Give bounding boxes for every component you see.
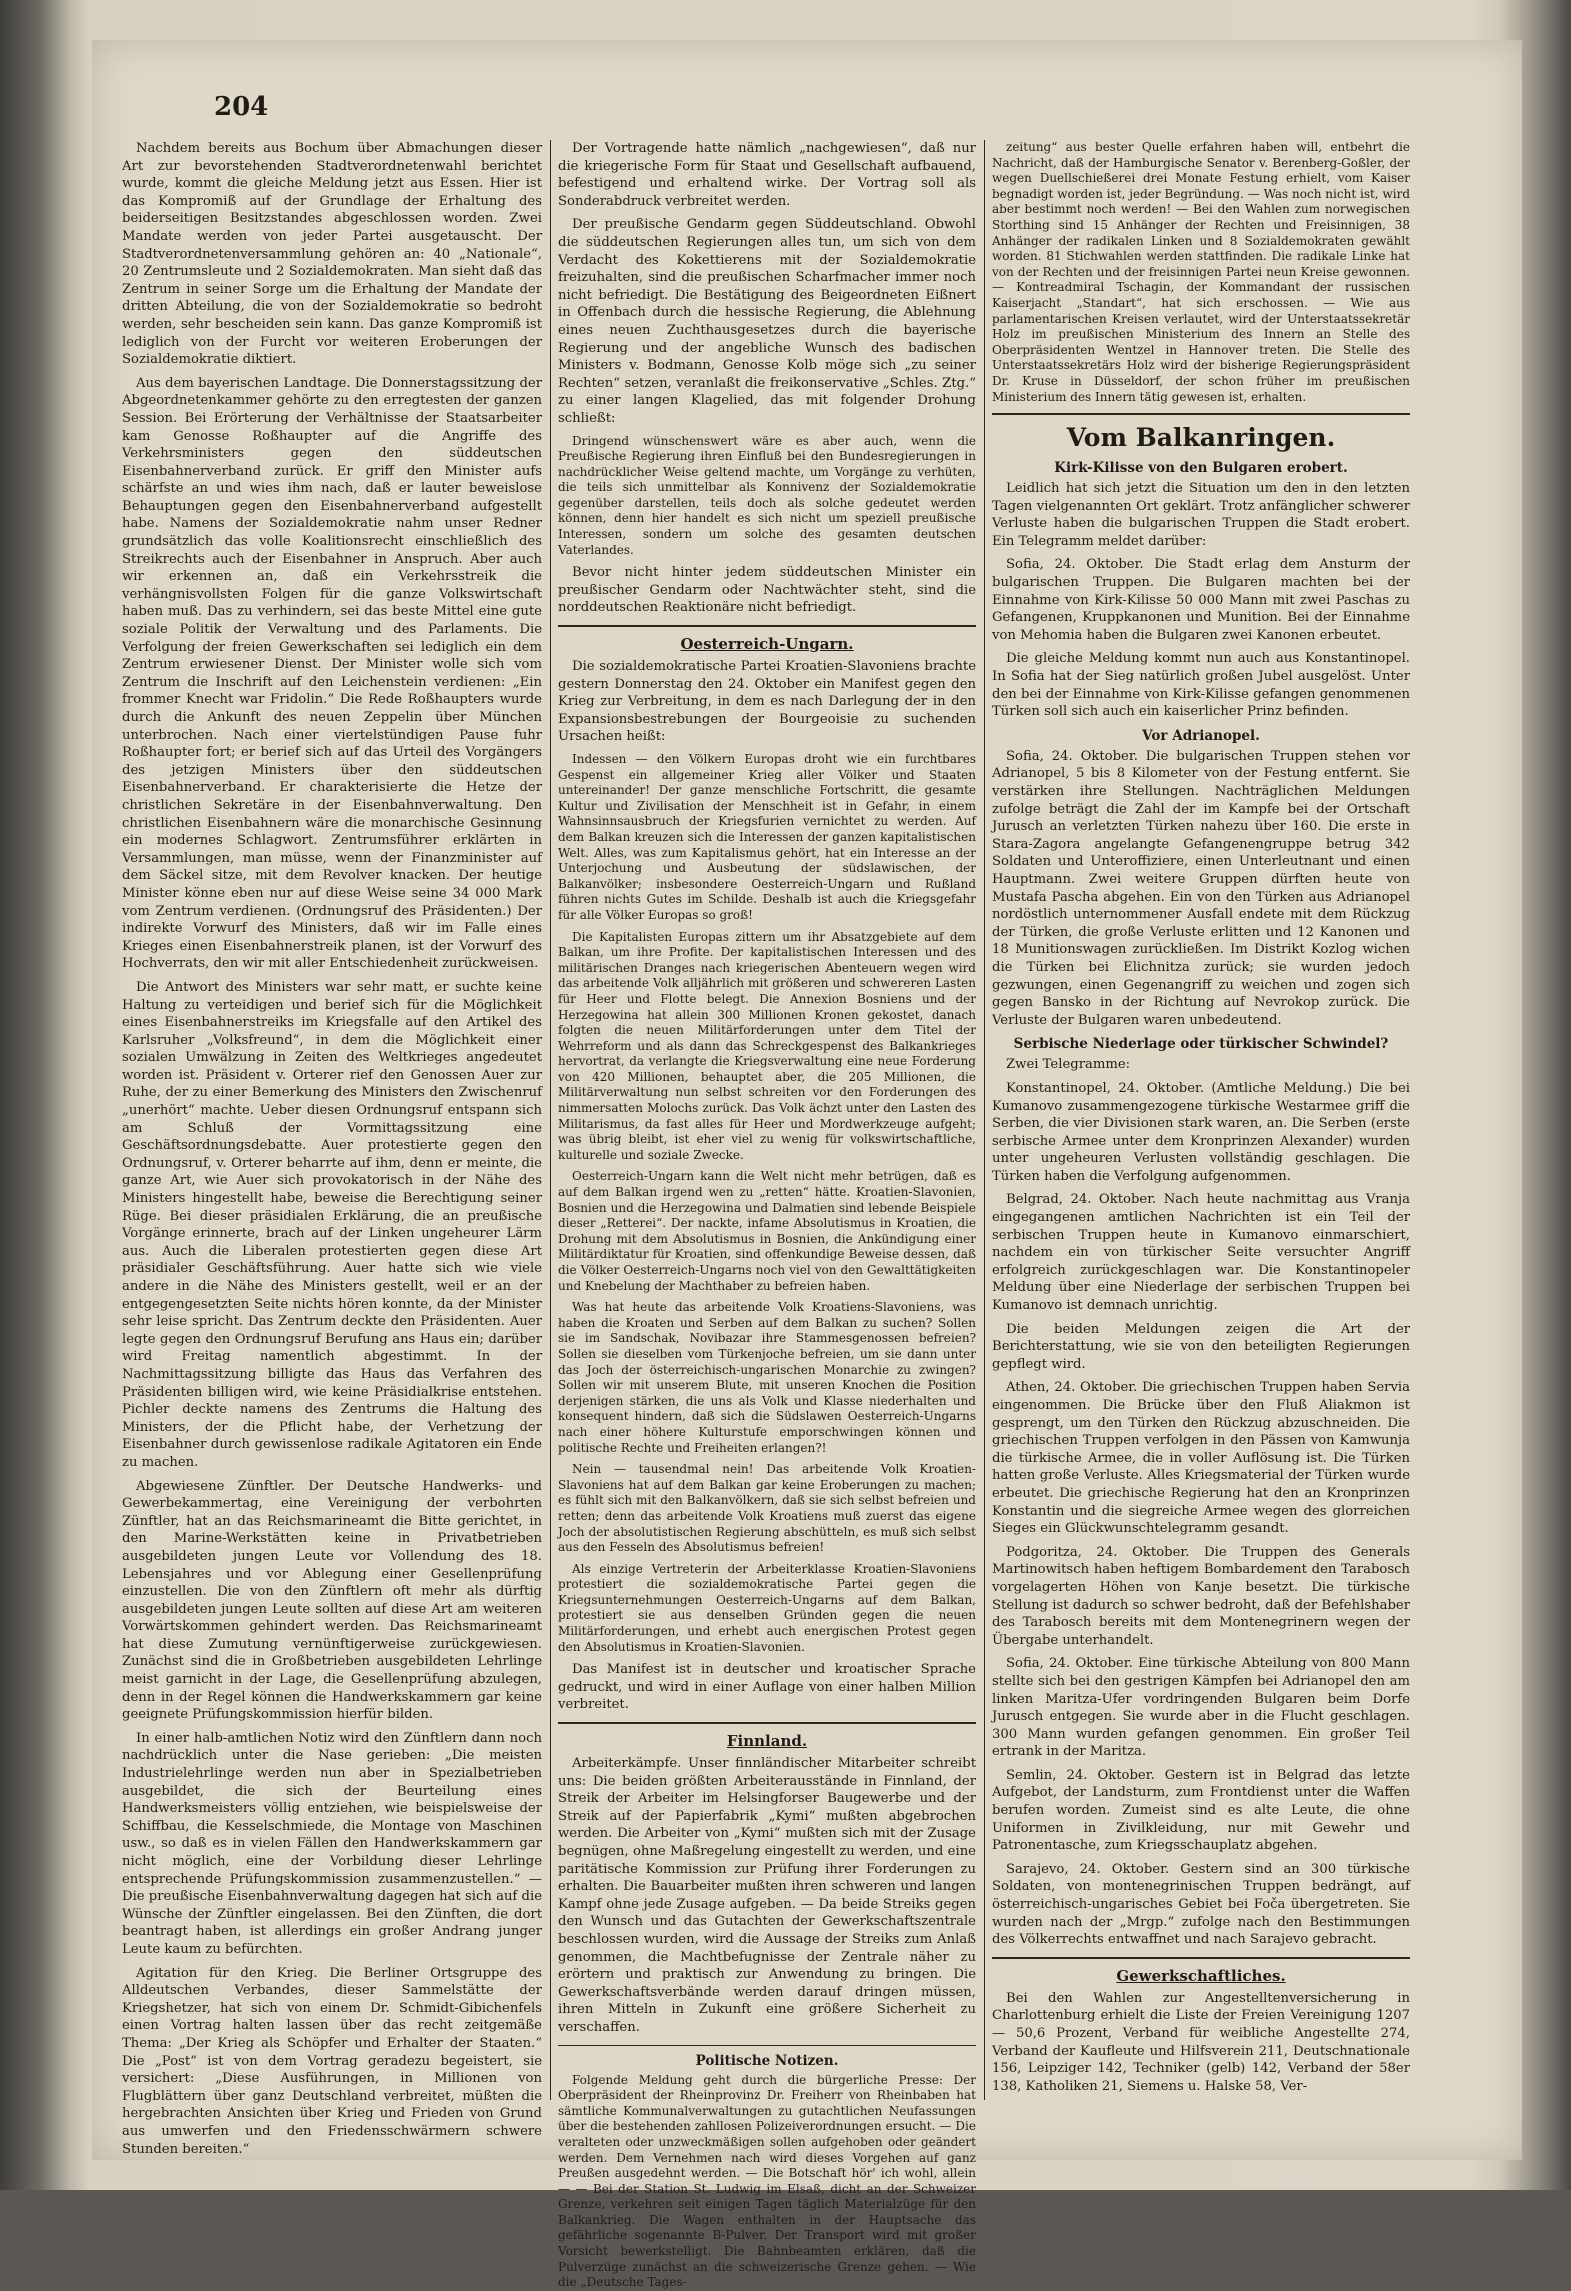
section-heading-gewerkschaftliches: Gewerkschaftliches. — [1116, 1966, 1286, 1985]
paragraph: Konstantinopel, 24. Oktober. (Amtliche Meldung.) Die bei Kumanovo zusammengezogene türkische Westarmee griff die Serben, die vier Divisionen stark waren, an. Die Serben (erste serbische Armee unter dem Kronprinzen Alexander) wurden unter ungeheuren Verlusten vollständig geschlagen. Die Türken haben die Verfolgung aufgenommen. — [992, 1080, 1410, 1184]
section-rule — [558, 625, 976, 627]
paragraph: Agitation für den Krieg. Die Berliner Ortsgruppe des Alldeutschen Verbandes, dieser Sammelstätte der Kriegshetzer, hat sich von einem Dr. Schmidt-Gibichenfels einen Vortrag halten lassen über das recht zeitgemäße Thema: „Der Krieg als Schöpfer und Erhalter der Staaten.“ Die „Post“ ist von dem Vortrag geradezu begeistert, sie versichert: „Diese Ausführungen, in Millionen von Flugblättern über ganz Deutschland verbreitet, müßten die hergebrachten Ansichten über Krieg und Frieden von Grund aus umwerfen und den Friedensschwärmern schwere Stunden bereiten.“ — [122, 1965, 542, 2157]
paragraph: Sarajevo, 24. Oktober. Gestern sind an 300 türkische Soldaten, von montenegrinischen Truppen bedrängt, auf österreichisch-ungarisches Gebiet bei Foča übergetreten. Sie wurden nach der „Mrgp.“ zufolge nach den Bestimmungen des Völkerrechts entwaffnet und nach Sarajevo gebracht. — [992, 1861, 1410, 1948]
paragraph: Arbeiterkämpfe. Unser finnländischer Mitarbeiter schreibt uns: Die beiden größten Arbeiterausstände in Finnland, der Streik der Arbeiter im Helsingforser Baugewerbe und der Streik auf der Papierfabrik „Kymi“ mußten abgebrochen werden. Die Arbeiter von „Kymi“ mußten sich mit der Zusage begnügen, ohne Maßregelung eingestellt zu werden, und eine paritätische Kommission zur Prüfung ihrer Forderungen zu erhalten. Die Bauarbeiter mußten ihren schweren und langen Kampf ohne jede Zusage aufgeben. — Da beide Streiks gegen den Wunsch und das Gutachten der Gewerkschaftszentrale beschlossen wurden, wird die Aussage der Streiks zum Anlaß genommen, die Machtbefugnisse der Zentrale näher zu erörtern und praktisch zur Anwendung zu bringen. Die Gewerkschaftsverbände werden darauf dringen müssen, ihren Mitteln in Zukunft eine größere Sicherheit zu verschaffen. — [558, 1756, 976, 2035]
page-number: 204 — [214, 92, 269, 122]
section-rule — [992, 413, 1410, 415]
manifesto-paragraph: Indessen — den Völkern Europas droht wie ein furchtbares Gespenst ein allgemeiner Krieg aller Völker und Staaten untereinander! Der ganze menschliche Fortschritt, die gesamte Kultur und Zivilisation der Menschheit ist in Gefahr, in einem Wahnsinnsausbruch der Kriegsfurien vernichtet zu werden. Auf dem Balkan kreuzen sich die Interessen der ganzen kapitalistischen Welt. Alles, was zum Kapitalismus gehört, hat ein Interesse an der Unterjochung und Ausbeutung der südslawischen, der Balkanvölker; insbesondere Oesterreich-Ungarn und Rußland führen nichts Gutes im Schilde. Deshalb ist auch die Kriegsgefahr für alle Völker Europas so groß! — [558, 752, 976, 922]
column-2 — [558, 140, 976, 2290]
paragraph: zeitung“ aus bester Quelle erfahren haben will, entbehrt die Nachricht, daß der Hamburgische Senator v. Berenberg-Goßler, der wegen Duellschießerei drei Monate Festung erhielt, vom Kaiser begnadigt worden ist, jeder Begründung. — Was noch nicht ist, wird aber bestimmt noch werden! — Bei den Wahlen zum norwegischen Storthing sind 15 Anhänger der Rechten und Freisinnigen, 38 Anhänger der radikalen Linken und 8 Sozialdemokraten gewählt worden. 81 Stichwahlen werden stattfinden. Die radikale Linke hat von der Rechten und der freisinnigen Partei neun Kreise gewonnen. — Kontreadmiral Tschagin, der Kommandant der russischen Kaiserjacht „Standart“, hat sich erschossen. — Wie aus parlamentarischen Kreisen verlautet, wird der Unterstaatssekretär Holz im preußischen Ministerium des Innern an Stelle des Oberpräsidenten Wentzel in Hannover treten. Die Stelle des Unterstaatssekretärs Holz wird der bisherige Regierungspräsident Dr. Kruse in Düsseldorf, der schon früher im preußischen Ministerium des Innern tätig gewesen ist, erhalten. — [992, 140, 1410, 404]
newspaper-sheet — [92, 40, 1522, 2290]
paragraph: Bevor nicht hinter jedem süddeutschen Minister ein preußischer Gendarm oder Nachtwächter steht, sind die norddeutschen Reaktionäre nicht befriedigt. — [558, 565, 976, 616]
section-heading-finland: Finnland. — [726, 1732, 808, 1751]
paragraph: Belgrad, 24. Oktober. Nach heute nachmittag aus Vranja eingegangenen amtlichen Nachrichten ist ein Teil der serbischen Truppen heute in Kumanovo einmarschiert, nachdem ein von türkischer Seite versuchter Angriff erfolgreich zurückgeschlagen war. Die Konstantinopeler Meldung über eine Niederlage der serbischen Truppen bei Kumanovo ist demnach unrichtig. — [992, 1192, 1410, 1314]
paragraph: Sofia, 24. Oktober. Eine türkische Abteilung von 800 Mann stellte sich bei den gestrigen Kämpfen bei Adrianopel den am linken Maritza-Ufer vordringenden Bulgaren beim Dorfe Jurusch entgegen. Sie wurde aber in die Flucht geschlagen. 300 Mann wurden gefangen genommen. Ein großer Teil ertrank in der Maritza. — [992, 1656, 1410, 1760]
paragraph: Leidlich hat sich jetzt die Situation um den in den letzten Tagen vielgenannten Ort geklärt. Trotz anfänglicher schwerer Verluste haben die bulgarischen Truppen die Stadt erobert. Ein Telegramm meldet darüber: — [992, 481, 1410, 549]
quote: Dringend wünschenswert wäre es aber auch, wenn die Preußische Regierung ihren Einfluß bei den Bundesregierungen in nachdrücklicher Weise geltend machte, um Vorgänge zu verhüten, die teils sich unmittelbar als Konnivenz der Sozialdemokratie gegenüber darstellen, teils doch als solche gedeutet werden können, denn hier handelt es sich nicht um speziell preußische Interessen, sondern um solche des gesamten deutschen Vaterlandes. — [558, 433, 976, 557]
paragraph: Abgewiesene Zünftler. Der Deutsche Handwerks- und Gewerbekammertag, eine Vereinigung der verbohrten Zünftler, hat an das Reichsmarineamt die Bitte gerichtet, in den Marine-Werkstätten keine in Privatbetrieben ausgebildeten jungen Leute vor Vollendung des 18. Lebensjahres und vor Ablegung einer Gesellenprüfung einzustellen. Die von den Zünftlern oft mehr als dürftig ausgebildeten jungen Leute sollten auf diese Art am weiteren Vorwärtskommen gehindert werden. Das Reichsmarineamt hat diese Zumutung vernünftigerweise zurückgewiesen. Zunächst sind die in Großbetrieben ausgebildeten Lehrlinge meist garnicht in der Lage, die Gesellenprüfung abzulegen, denn in der Regel können die Handwerkskammern gar keine geeignete Prüfungskommission hierfür bilden. — [122, 1478, 542, 1723]
manifesto-paragraph: Als einzige Vertreterin der Arbeiterklasse Kroatien-Slavoniens protestiert die sozialdemokratische Partei gegen die Kriegsunternehmungen Oesterreich-Ungarns auf dem Balkan, protestiert sie aus denselben Gründen gegen die neuen Militärforderungen, und erhebt auch energischen Protest gegen den Absolutismus in Kroatien-Slavonien. — [558, 1561, 976, 1654]
paragraph: Die Antwort des Ministers war sehr matt, er suchte keine Haltung zu verteidigen und berief sich für die Möglichkeit eines Eisenbahnerstreiks im Kriegsfalle auf den Artikel des Karlsruher „Volksfreund“, in dem die Möglichkeit einer sozialen Umwälzung in Zeiten des Weltkrieges angedeutet worden ist. Präsident v. Orterer rief den Genossen Auer zur Ruhe, der zu einer Bemerkung des Ministers den Zwischenruf „unerhört“ machte. Ueber diesen Ordnungsruf entspann sich am Schluß der Vormittagssitzung eine Geschäftsordnungsdebatte. Auer protestierte gegen den Ordnungsruf, v. Orterer beharrte auf ihm, denn er meinte, die ganze Art, wie Auer sich provokatorisch in der Nähe des Ministers hingestellt habe, beweise die Berechtigung seiner Rüge. Bei dieser präsidialen Erklärung, die an preußische Vorgänge erinnerte, brach auf der Linken ungeheurer Lärm aus. Auch die Liberalen protestierten gegen diese Art präsidialer Geschäftsführung. Auer hatte sich wie viele andere in die Nähe des Ministers gestellt, weil er an der entgegengesetzten Seite nichts hören konnte, da der Minister sehr leise spricht. Das Zentrum deckte den Präsidenten. Auer legte gegen den Ordnungsruf Berufung ans Haus ein; darüber wird Freitag namentlich abgestimmt. In der Nachmittagssitzung billigte das Haus das Verfahren des Präsidenten billigen wird, wie keine Präsidialkrise entstehen. Pichler deckte namens des Zentrums die Haltung des Ministers, der die Pflicht habe, der Verhetzung der Eisenbahner durch gewissenlose radikale Agitatoren ein Ende zu machen. — [122, 979, 542, 1470]
paragraph: Die gleiche Meldung kommt nun auch aus Konstantinopel. In Sofia hat der Sieg natürlich großen Jubel ausgelöst. Unter den bei der Einnahme von Kirk-Kilisse gefangen genommenen Türken soll sich auch ein kaiserlicher Prinz befinden. — [992, 651, 1410, 720]
manifesto-paragraph: Nein — tausendmal nein! Das arbeitende Volk Kroatien-Slavoniens hat auf dem Balkan gar keine Eroberungen zu machen; es fühlt sich mit den Balkanvölkern, daß sie sich selbst befreien und retten; denn das arbeitende Volk Kroatiens muß zuerst das eigene Joch der absolutistischen Regierung abschütteln, es muß sich selbst aus den Fesseln des Absolutismus befreien! — [558, 1462, 976, 1555]
paragraph: Bei den Wahlen zur Angestelltenversicherung in Charlottenburg erhielt die Liste der Freien Vereinigung 1207 — 50,6 Prozent, Verband für weibliche Angestellte 274, Verband der Kaufleute und Hilfsverein 211, Deutschnationale 156, Leipziger 142, Techniker (gelb) 142, Verband der 58er 138, Katholiken 21, Siemens u. Halske 58, Ver- — [992, 1990, 1410, 2094]
manifesto-paragraph: Oesterreich-Ungarn kann die Welt nicht mehr betrügen, daß es auf dem Balkan irgend wen zu „retten“ hätte. Kroatien-Slavonien, Bosnien und die Herzegowina und Dalmatien sind lebende Beispiele dieser „Retterei“. Der nackte, infame Absolutismus in Kroatien, die Drohung mit dem Absolutismus in Bosnien, die Ankündigung einer Militärdiktatur für Kroatien, sind offenkundige Beweise dessen, daß die Völker Oesterreich-Ungarns noch viel von den Gewalttätigkeiten und Knebelung der Machthaber zu befreien haben. — [558, 1169, 976, 1293]
paragraph: Semlin, 24. Oktober. Gestern ist in Belgrad das letzte Aufgebot, der Landsturm, zum Frontdienst unter die Waffen berufen worden. Zumeist sind es alte Leute, die ohne Uniformen in Zivilkleidung, nur mit Gewehr und Patronentasche, zum Kriegsschauplatz abgehen. — [992, 1767, 1410, 1854]
paragraph: In einer halb-amtlichen Notiz wird den Zünftlern dann noch nachdrücklich unter die Nase gerieben: „Die meisten Industrielehrlinge werden nun aber in Spezialbetrieben ausgebildet, die sich der Beurteilung eines Handwerksmeisters völlig entziehen, wie beispielsweise der Schiffbau, die Kesselschmiede, die Montage von Maschinen usw., so daß es in vielen Fällen den Handwerkskammern gar nicht möglich, eine der Vorbildung dieser Lehrlinge entsprechende Prüfungskommission zusammenzustellen.“ — Die preußische Eisenbahnverwaltung dagegen hat sich auf die Wünsche der Zünftler eingelassen. Bei den Zünften, die dort beantragt haben, ist allerdings ein großer Andrang junger Leute kaum zu befürchten. — [122, 1730, 542, 1957]
paragraph: Der preußische Gendarm gegen Süddeutschland. Obwohl die süddeutschen Regierungen alles tun, um sich von dem Verdacht des Kokettierens mit der Sozialdemokratie freizuhalten, sind die preußischen Scharfmacher immer noch nicht befriedigt. Die Bestätigung des Beigeordneten Eißnert in Offenbach durch die hessische Regierung, die Ablehnung eines neuen Zuchthausgesetzes durch die bayerische Regierung und der angebliche Wunsch des badischen Ministers v. Bodmann, Genosse Kolb möge sich „zu seiner Rechten“ setzen, veranlaßt die freikonservative „Schles. Ztg.“ zu einer langen Klagelied, das mit folgender Drohung schließt: — [558, 217, 976, 426]
subheading-kirk-kilisse: Kirk-Kilisse von den Bulgaren erobert. — [1054, 460, 1348, 477]
paragraph: Athen, 24. Oktober. Die griechischen Truppen haben Servia eingenommen. Die Brücke über den Fluß Aliakmon ist gesprengt, um den Türken den Rückzug abzuschneiden. Die griechischen Truppen verfolgen in den Pässen von Kamwunja die türkische Armee, die in voller Auflösung ist. Die Türken hatten große Verluste. Alles Kriegsmaterial der Türken wurde erbeutet. Die griechische Regierung hat den an Kronprinzen Konstantin und die siegreiche Armee wegen des glorreichen Sieges ein Glückwunschtelegramm gesandt. — [992, 1380, 1410, 1537]
section-rule — [992, 1957, 1410, 1959]
notes-paragraph: Folgende Meldung geht durch die bürgerliche Presse: Der Oberpräsident der Rheinprovinz Dr. Freiherr von Rheinbaben hat sämtliche Kommunalverwaltungen zu gutachtlichen Neufassungen über die bestehenden zahllosen Polizeiverordnungen ersucht. — Die veralteten oder unzweckmäßigen sollen aufgehoben oder geändert werden. Dem Vernehmen nach wird dieses Vorgehen auf ganz Preußen ausgedehnt werden. — Die Botschaft hör' ich wohl, allein — — Bei der Station St. Ludwig im Elsaß, dicht an der Schweizer Grenze, verkehren seit einigen Tagen täglich Materialzüge für den Balkankrieg. Die Wagen enthalten in der Hauptsache das gefährliche sogenannte B-Pulver. Der Transport wird mit großer Vorsicht bewerkstelligt. Die Bahnbeamten erklären, daß die Pulverzüge zunächst an die schweizerische Grenze gehen. — Wie die „Deutsche Tages- — [558, 2072, 976, 2290]
manifesto-paragraph: Was hat heute das arbeitende Volk Kroatiens-Slavoniens, was haben die Kroaten und Serben auf dem Balkan zu suchen? Sollen sie im Sandschak, Novibazar ihre Stammesgenossen befreien? Sollen sie dieselben vom Türkenjoche befreien, um sie dann unter das Joch der österreichisch-ungarischen Monarchie zu zwingen? Sollen wir mit unserem Blute, mit unseren Knochen die Position derjenigen stärken, die uns als Volk und Klasse niederhalten und konsequent hindern, daß sich die Südslawen Oesterreich-Ungarns nach einer höhere Kulturstufe emporschwingen können und politische Rechte und Freiheiten erlangen?! — [558, 1300, 976, 1455]
column-divider — [550, 140, 551, 2100]
paragraph: Podgoritza, 24. Oktober. Die Truppen des Generals Martinowitsch haben heftigem Bombardement den Tarabosch vorgelagerten Höhen von Kanje besetzt. Die türkische Stellung ist dadurch so schwer bedroht, daß der Befehlshaber des Tarabosch bereits mit dem Montenegrinern wegen der Übergabe unterhandelt. — [992, 1544, 1410, 1648]
column-divider — [984, 140, 985, 2100]
manifesto-paragraph: Die Kapitalisten Europas zittern um ihr Absatzgebiete auf dem Balkan, um ihre Profite. Der kapitalistischen Interessen und des militärischen Dranges nach kriegerischen Abenteuern wegen wird das arbeitende Volk alljährlich mit größeren und schwereren Lasten für Heer und Flotte belegt. Die Annexion Bosniens und der Herzegowina hat allein 300 Millionen Kronen gekostet, danach folgten die neuen Militärforderungen unter dem Titel der Wehrreform und als dann das Schreckgespenst des Balkankrieges hervortrat, da verlangte die Kriegsverwaltung eine neue Forderung von 420 Millionen, behauptet aber, die 205 Millionen, die Militärverwaltung nun selbst schreiten vor den Forderungen des nimmersatten Molochs zurück. Das Volk ächzt unter den Lasten des Militarismus, da fast alles für Heer und Mordwerkzeuge aufgeht; was übrig bleibt, ist eher viel zu wenig für volkswirtschaftliche, kulturelle und soziale Zwecke. — [558, 929, 976, 1162]
subheading-adrianopel: Vor Adrianopel. — [1142, 727, 1260, 744]
section-rule — [558, 2045, 976, 2046]
section-rule — [558, 1722, 976, 1724]
column-1 — [122, 140, 542, 2157]
paragraph: Sofia, 24. Oktober. Die Stadt erlag dem Ansturm der bulgarischen Truppen. Die Bulgaren machten bei der Einnahme von Kirk-Kilisse 50 000 Mann mit zwei Paschas zu Gefangenen, Kruppkanonen und Munition. Bei der Einnahme von Mehomia haben die Bulgaren zwei Kanonen erbeutet. — [992, 557, 1410, 643]
subheading-serb: Serbische Niederlage oder türkischer Schwindel? — [1013, 1036, 1389, 1053]
paragraph: Nachdem bereits aus Bochum über Abmachungen dieser Art zur bevorstehenden Stadtverordnetenwahl berichtet wurde, kommt die gleiche Meldung jetzt aus Essen. Hier ist das Kompromiß auf der Grundlage der Erhaltung des beiderseitigen Besitzstandes abgeschlossen worden. Zwei Mandate werden von jeder Partei ausgetauscht. Der Stadtverordnetenversammlung gehören an: 40 „Nationale“, 20 Zentrumsleute und 2 Sozialdemokraten. Man sieht daß das Zentrum in seiner Sorge um die Erhaltung der Mandate der dritten Abteilung, die von der Sozialdemokratie so bedroht werden, sehr bescheiden sein kann. Das ganze Kompromiß ist lediglich von der Furcht vor weiteren Eroberungen der Sozialdemokratie diktiert. — [122, 141, 542, 368]
section-heading-austria: Oesterreich-Ungarn. — [680, 635, 854, 654]
paragraph: Die beiden Meldungen zeigen die Art der Berichterstattung, wie sie von den beteiligten Regierungen gepflegt wird. — [992, 1321, 1410, 1372]
notes-heading: Politische Notizen. — [695, 2052, 839, 2069]
paragraph: Zwei Telegramme: — [1006, 1057, 1131, 1073]
section-heading-balkan: Vom Balkanringen. — [1066, 423, 1336, 453]
paragraph: Das Manifest ist in deutscher und kroatischer Sprache gedruckt, und wird in einer Auflage von einer halben Million verbreitet. — [558, 1662, 976, 1713]
paragraph: Die sozialdemokratische Partei Kroatien-Slavoniens brachte gestern Donnerstag den 24. Oktober ein Manifest gegen den Krieg zur Verbreitung, in dem es nach Darlegung der in den Expansionsbestrebungen der Bourgeoisie zu suchenden Ursachen heißt: — [558, 659, 976, 745]
paragraph: Aus dem bayerischen Landtage. Die Donnerstagssitzung der Abgeordnetenkammer gehörte zu den erregtesten der ganzen Session. Bei Erörterung der Verhältnisse der Staatsarbeiter kam Genosse Roßhaupter auf die Angriffe des Verkehrsministers gegen den süddeutschen Eisenbahnerverband zurück. Er griff den Minister aufs schärfste an und wies ihm nach, daß er lauter beweislose Behauptungen gegen den Eisenbahnerverband aufgestellt habe. Namens der Sozialdemokratie nahm unser Redner grundsätzlich das volle Koalitionsrecht einschließlich des Streikrechts auch der Eisenbahner in Anspruch. Aber auch wir erkennen an, daß ein Verkehrsstreik die verhängnisvollsten Folgen für die ganze Volkswirtschaft haben muß. Das zu verhindern, sei das beste Mittel eine gute soziale Politik der Verwaltung und des Parlaments. Die Verfolgung der freien Gewerkschaften sei lediglich ein dem Zentrum erwiesener Dienst. Der Minister wolle sich vom Zentrum die Inschrift auf den Leichenstein verdienen: „Ein frommer Knecht war Fridolin.“ Die Rede Roßhaupters wurde durch die Ankunft des neuen Zeppelin über München unterbrochen. Nach einer viertelstündigen Pause fuhr Roßhaupter fort; er berief sich auf das Urteil des Vorgängers des jetzigen Ministers über den süddeutschen Eisenbahnerverband. Er charakterisierte die Hetze der christlichen Sekretäre in der Eisenbahnverwaltung. Den christlichen Eisenbahnern wäre die monarchische Gesinnung ein modernes Schlagwort. Zentrumsführer erklärten in Versammlungen, man müsse, wenn der Finanzminister auf dem Säckel sitze, mit dem Revolver knacken. Der heutige Minister könne eben nur auf diese Weise seine 34 000 Mark vom Zentrum verdienen. (Ordnungsruf des Präsidenten.) Der indirekte Vorwurf des Ministers, daß wir im Falle eines Krieges einen Eisenbahnerstreik planen, ist der Vorwurf des Hochverrats, den wir mit aller Entschiedenheit zurückweisen. — [122, 375, 542, 972]
paragraph: Der Vortragende hatte nämlich „nachgewiesen“, daß nur die kriegerische Form für Staat und Gesellschaft aufbauend, befestigend und erhaltend wirke. Der Vortrag soll als Sonderabdruck verbreitet werden. — [558, 141, 976, 209]
paragraph: Sofia, 24. Oktober. Die bulgarischen Truppen stehen vor Adrianopel, 5 bis 8 Kilometer von der Festung entfernt. Sie verstärken ihre Stellungen. Nachträglichen Meldungen zufolge beträgt die Zahl der im Kampfe bei der Ortschaft Jurusch an verletzten Türken nahezu über 160. Die erste in Stara-Zagora angelangte Gefangenengruppe betrug 342 Soldaten und Unteroffiziere, einen Unterleutnant und einen Hauptmann. Zwei weitere Gruppen dürften heute von Mustafa Pascha abgehen. Ein von den Türken aus Adrianopel nordöstlich unternommener Ausfall endete mit dem Rückzug der Türken, die große Verluste erlitten und 12 Kanonen und 18 Munitionswagen zurückließen. Im Distrikt Kozlog wichen die Türken bei Elichnitza zurück; sie wurden jedoch gezwungen, einen Gegenangriff zu weichen und zogen sich gegen Bansko in der Richtung auf Nevrokop zurück. Die Verluste der Bulgaren waren unbedeutend. — [992, 748, 1410, 1028]
column-3 — [992, 140, 1410, 2100]
